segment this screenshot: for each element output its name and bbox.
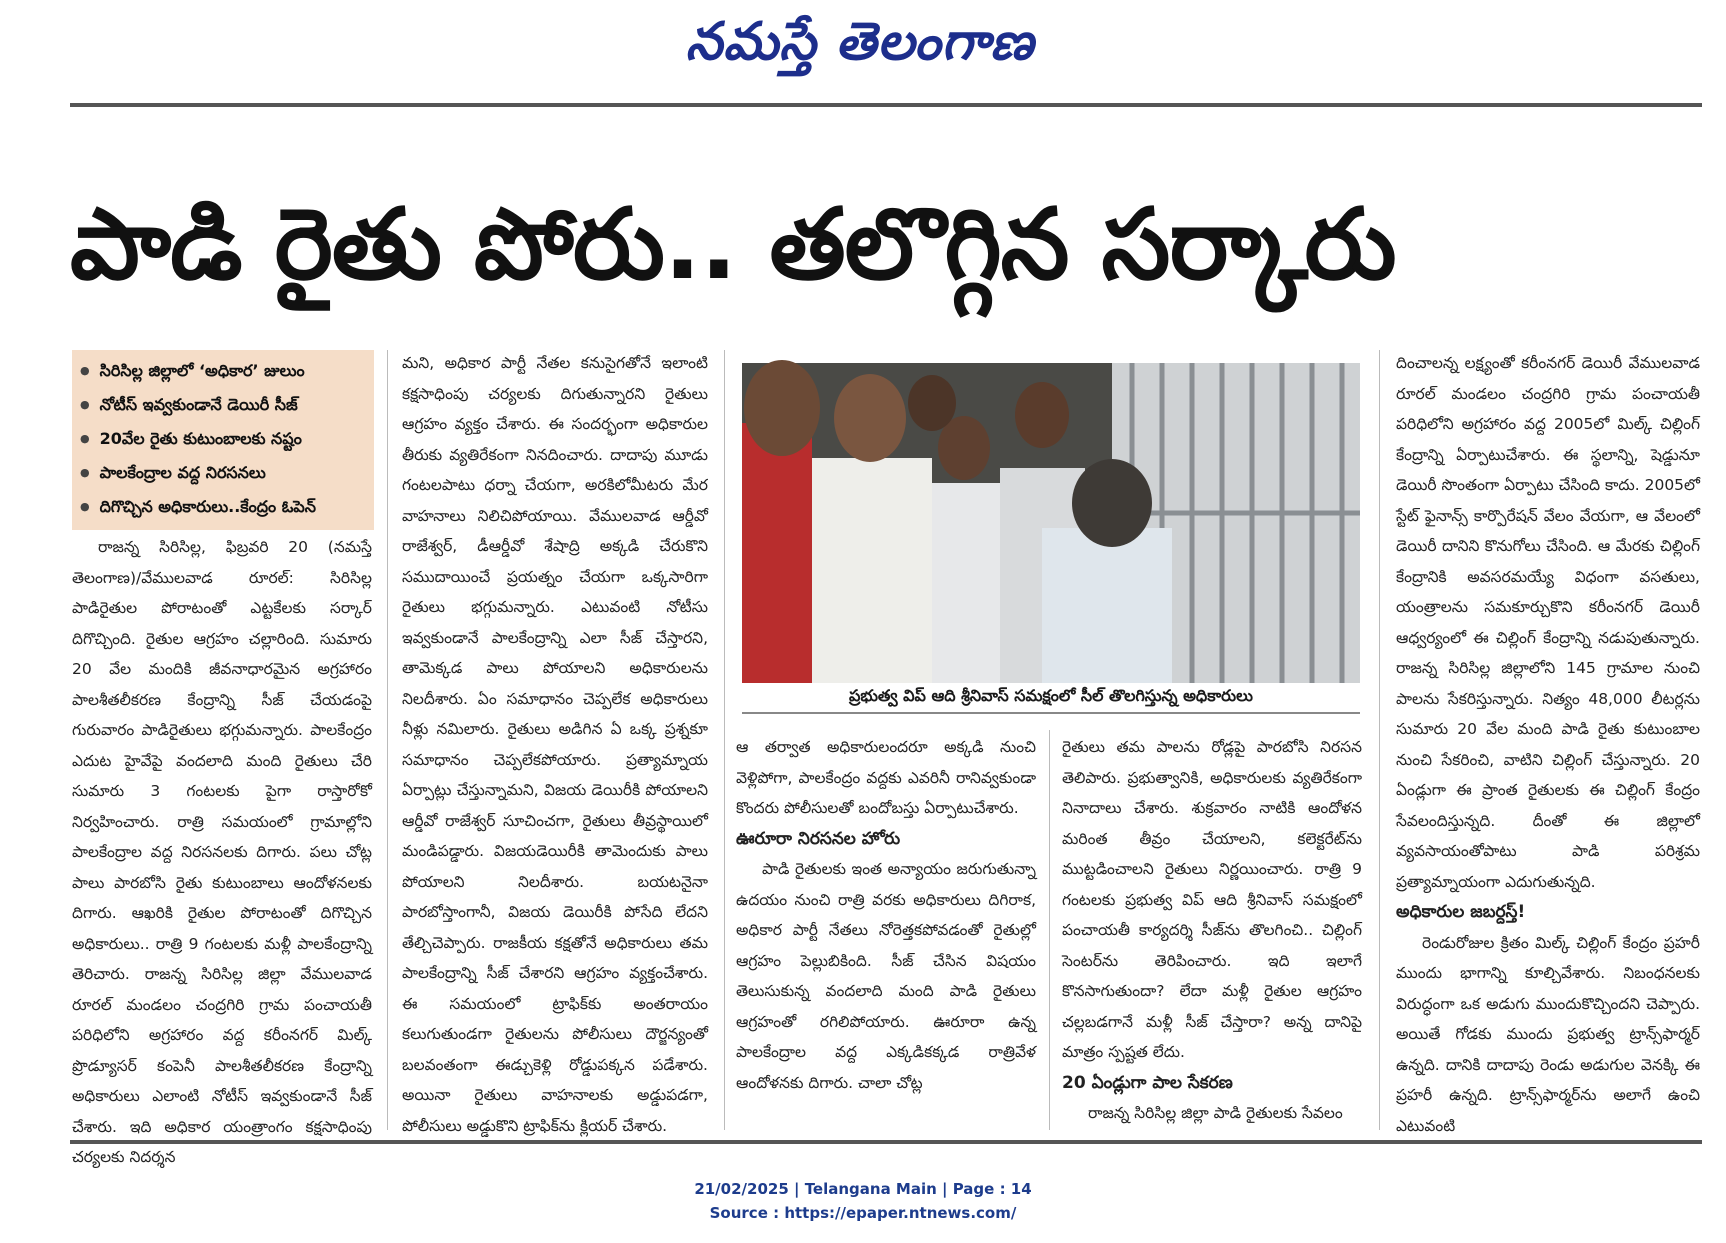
article-column-3 bbox=[736, 732, 1036, 1132]
bottom-rule bbox=[70, 1140, 1702, 1144]
news-photo bbox=[742, 363, 1360, 683]
paragraph: దించాలన్న లక్ష్యంతో కరీంనగర్ డెయిరీ వేములవాడ రూరల్ మండలం చంద్రగిరి గ్రామ పంచాయతీ పరిధిలోని అగ్రహారం వద్ద 2005లో మిల్క్ చిల్లింగ్ కేంద్రాన్ని ఏర్పాటుచేశారు. ఈ స్థలాన్ని, షెడ్డునూ డెయిరీ సొంతంగా ఏర్పాటు చేసింది కాదు. 2005లో స్టేట్ ఫైనాన్స్ కార్పొరేషన్ వేలం వేయగా, ఆ వేలంలో డెయిరీ దానిని కొనుగోలు చేసింది. ఆ మేరకు చిల్లింగ్ కేంద్రానికి అవసరమయ్యే విధంగా వసతులు, యంత్రాలను సమకూర్చుకొని కరీంనగర్ డెయిరీ ఆధ్వర్యంలో ఈ చిల్లింగ్ కేంద్రాన్ని నడుపుతున్నారు. రాజన్న సిరిసిల్ల జిల్లాలోని 145 గ్రామాల నుంచి పాలను సేకరిస్తున్నారు. నిత్యం 48,000 లీటర్లను సుమారు 20 వేల మంది పాడి రైతు కుటుంబాల నుంచి సేకరించి, వాటిని చిల్లింగ్ చేస్తున్నారు. 20 ఏండ్లుగా ఈ ప్రాంత రైతులకు ఈ చిల్లింగ్ కేంద్రం సేవలందిస్తున్నది. దీంతో ఈ జిల్లాలో వ్యవసాయంతోపాటు పాడి పరిశ్రమ ప్రత్యామ్నాయంగా ఎదుగుతున్నది. bbox=[1396, 354, 1700, 891]
footer-date-line: 21/02/2025 | Telangana Main | Page : 14 bbox=[694, 1180, 1032, 1198]
highlight-item: ● సిరిసిల్ల జిల్లాలో ‘అధికార’ జులుం bbox=[80, 354, 366, 388]
paragraph: రైతులు తమ పాలను రోడ్లపై పారబోసి నిరసన తెలిపారు. ప్రభుత్వానికి, అధికారులకు వ్యతిరేకంగా నినాదాలు చేశారు. శుక్రవారం నాటికి ఆందోళన మరింత తీవ్రం చేయాలని, కలెక్టరేట్‌ను ముట్టడించాలని రైతులు నిర్ణయించారు. రాత్రి 9 గంటలకు ప్రభుత్వ విప్ ఆది శ్రీనివాస్ సమక్షంలో పంచాయతీ కార్యదర్శి సీజ్‌ను తొలగించి.. చిల్లింగ్ సెంటర్‌ను తెరిపించారు. ఇది ఇలాగే కొనసాగుతుందా? లేదా మళ్లీ రైతుల ఆగ్రహం చల్లబడగానే మళ్లీ సీజ్ చేస్తారా? అన్న దానిపై మాత్రం స్పష్టత లేదు. bbox=[1062, 738, 1362, 1061]
highlight-item: ● పాలకేంద్రాల వద్ద నిరసనలు bbox=[80, 456, 366, 490]
column-divider bbox=[1049, 730, 1050, 1130]
article-column-5 bbox=[1396, 348, 1700, 1135]
paragraph: రాజన్న సిరిసిల్ల, ఫిబ్రవరి 20 (నమస్తే తెలంగాణ)/వేములవాడ రూరల్: సిరిసిల్ల పాడిరైతుల పోరాటంతో ఎట్టకేలకు సర్కార్ దిగొచ్చింది. రైతుల ఆగ్రహం చల్లారింది. సుమారు 20 వేల మందికి జీవనాధారమైన అగ్రహారం పాలశీతలీకరణ కేంద్రాన్ని సీజ్ చేయడంపై గురువారం పాడిరైతులు భగ్గుమన్నారు. పాలకేంద్రం ఎదుట హైవేపై వందలాది మంది రైతులు చేరి సుమారు 3 గంటలకు పైగా రాస్తారోకో నిర్వహించారు. రాత్రి సమయంలో గ్రామాల్లోని పాలకేంద్రాల వద్ద నిరసనలకు దిగారు. పలు చోట్ల పాలు పారబోసి రైతు కుటుంబాలు ఆందోళనలకు దిగారు. ఆఖరికి రైతుల పోరాటంతో దిగొచ్చిన అధికారులు.. రాత్రి 9 గంటలకు మళ్లీ పాలకేంద్రాన్ని తెరిచారు. రాజన్న సిరిసిల్ల జిల్లా వేములవాడ రూరల్ మండలం చంద్రగిరి గ్రామ పంచాయతీ పరిధిలోని అగ్రహారం వద్ద కరీంనగర్ మిల్క్ ప్రొడ్యూసర్ కంపెనీ పాలశీతలీకరణ కేంద్రాన్ని అధికారులు ఎలాంటి నోటీస్ ఇవ్వకుండానే సీజ్ చేశారు. ఇది అధికార యంత్రాంగం కక్షసాధింపు చర్యలకు నిదర్శన bbox=[72, 538, 372, 1166]
highlight-box bbox=[72, 350, 374, 530]
article-column-1 bbox=[72, 532, 372, 1166]
subheading: 20 ఏండ్లుగా పాల సేకరణ bbox=[1062, 1072, 1233, 1093]
headline: పాడి రైతు పోరు.. తలొగ్గిన సర్కారు bbox=[70, 188, 1396, 302]
photo-caption: ప్రభుత్వ విప్ ఆది శ్రీనివాస్ సమక్షంలో సీల్ తొలగిస్తున్న అధికారులు bbox=[849, 686, 1253, 705]
subheading: అధికారుల జబర్దస్త్! bbox=[1396, 902, 1526, 922]
paragraph: ఆ తర్వాత అధికారులందరూ అక్కడి నుంచి వెళ్లిపోగా, పాలకేంద్రం వద్దకు ఎవరినీ రానివ్వకుండా కొందరు పోలీసులతో బందోబస్తు ఏర్పాటుచేశారు. bbox=[736, 738, 1036, 817]
column-divider bbox=[387, 350, 388, 1130]
article-column-4 bbox=[1062, 732, 1362, 1132]
highlight-item: ● దిగొచ్చిన అధికారులు..కేంద్రం ఓపెన్ bbox=[80, 490, 366, 524]
column-divider bbox=[724, 350, 725, 1130]
photo-illustration bbox=[742, 363, 1360, 683]
highlight-item: ● నోటీస్ ఇవ్వకుండానే డెయిరీ సీజ్ bbox=[80, 388, 366, 422]
paragraph: మని, అధికార పార్టీ నేతల కనుసైగతోనే ఇలాంటి కక్షసాధింపు చర్యలకు దిగుతున్నారని రైతులు ఆగ్రహం వ్యక్తం చేశారు. ఈ సందర్భంగా అధికారుల తీరుకు వ్యతిరేకంగా నినదించారు. దాదాపు మూడు గంటలపాటు ధర్నా చేయగా, అరకిలోమీటరు మేర వాహనాలు నిలిచిపోయాయి. వేములవాడ ఆర్డీవో రాజేశ్వర్, డీఆర్డీవో శేషాద్రి అక్కడి చేరుకొని సముదాయించే ప్రయత్నం చేయగా ఒక్కసారిగా రైతులు భగ్గుమన్నారు. ఎటువంటి నోటీసు ఇవ్వకుండానే పాలకేంద్రాన్ని ఎలా సీజ్ చేస్తారని, తామెక్కడ పాలు పోయాలని అధికారులను నిలదీశారు. ఏం సమాధానం చెప్పలేక అధికారులు నీళ్లు నమిలారు. రైతులు అడిగిన ఏ ఒక్క ప్రశ్నకూ సమాధానం చెప్పలేకపోయారు. ప్రత్యామ్నాయ ఏర్పాట్లు చేస్తున్నామని, విజయ డెయిరీకి పోయాలని ఆర్డీవో రాజేశ్వర్ సూచించగా, రైతులు తీవ్రస్థాయిలో మండిపడ్డారు. విజయడెయిరీకి తామెందుకు పాలు పోయాలని నిలదీశారు. బయటనైనా పారబోస్తాంగానీ, విజయ డెయిరీకి పోసేది లేదని తేల్చిచెప్పారు. రాజకీయ కక్షతోనే అధికారులు తమ పాలకేంద్రాన్ని సీజ్ చేశారని ఆగ్రహం వ్యక్తంచేశారు. ఈ సమయంలో ట్రాఫిక్‌కు అంతరాయం కలుగుతుండగా రైతులను పోలీసులు దౌర్జన్యంతో బలవంతంగా ఈడ్చుకెళ్లి రోడ్డుపక్కన పడేశారు. అయినా రైతులు వాహనాలకు అడ్డుపడగా, పోలీసులు అడ్డుకొని ట్రాఫిక్‌ను క్లియర్ చేశారు. bbox=[402, 354, 708, 1135]
footer-source-line: Source : https://epaper.ntnews.com/ bbox=[709, 1204, 1017, 1222]
paragraph: రెండురోజుల క్రితం మిల్క్ చిల్లింగ్ కేంద్రం ప్రహరీ ముందు భాగాన్ని కూల్చివేశారు. నిబంధనలకు విరుద్ధంగా ఒక అడుగు ముందుకొచ్చిందని చెప్పారు. అయితే గోడకు ముందు ప్రభుత్వ ట్రాన్స్‌ఫార్మర్ ఉన్నది. దానికి దాదాపు రెండు అడుగుల వెనక్కి ఈ ప్రహరీ ఉన్నది. ట్రాన్స్‌ఫార్మర్‌ను అలాగే ఉంచి ఎటువంటి bbox=[1396, 933, 1700, 1135]
subheading: ఊరూరా నిరసనల హోరు bbox=[736, 828, 901, 849]
highlight-item: ● 20వేల రైతు కుటుంబాలకు నష్టం bbox=[80, 422, 366, 456]
paragraph: రాజన్న సిరిసిల్ల జిల్లా పాడి రైతులకు సేవలం bbox=[1088, 1104, 1343, 1122]
masthead-logo: నమస్తే తెలంగాణ bbox=[685, 12, 1035, 72]
column-divider bbox=[1379, 350, 1380, 1130]
caption-rule bbox=[742, 712, 1360, 714]
top-rule bbox=[70, 103, 1702, 107]
article-column-2 bbox=[402, 348, 708, 1135]
paragraph: పాడి రైతులకు ఇంత అన్యాయం జరుగుతున్నా ఉదయం నుంచి రాత్రి వరకు అధికారులు దిగిరాక, అధికార పార్టీ నేతలు నోరెత్తకపోవడంతో రైతుల్లో ఆగ్రహం పెల్లుబికింది. సీజ్ చేసిన విషయం తెలుసుకున్న వందలాది మంది పాడి రైతులు ఆగ్రహంతో రగిలిపోయారు. ఊరూరా ఉన్న పాలకేంద్రాల వద్ద ఎక్కడికక్కడ రాత్రివేళ ఆందోళనకు దిగారు. చాలా చోట్ల bbox=[736, 860, 1036, 1092]
